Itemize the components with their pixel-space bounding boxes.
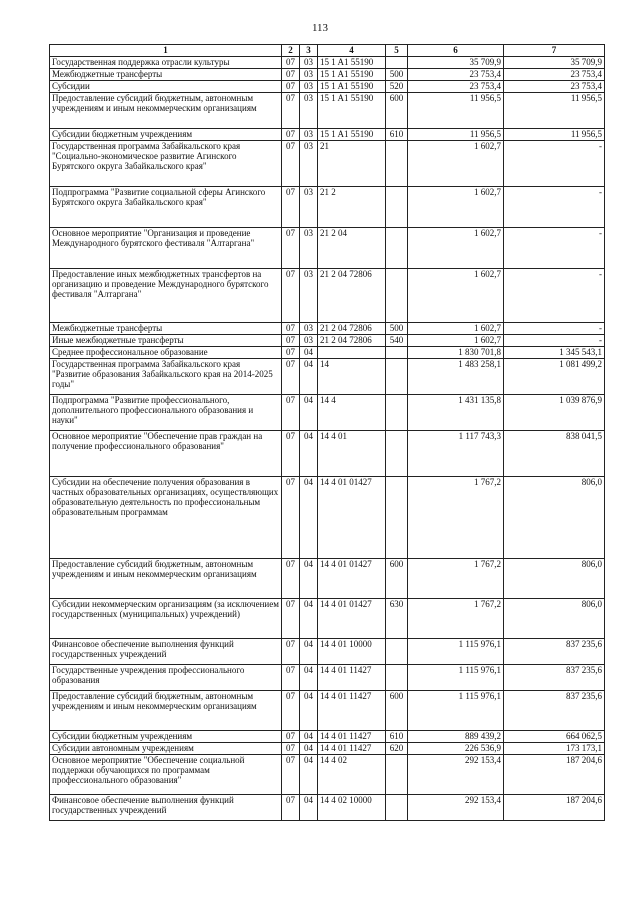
row-target-article: 21 2 04 72806 [318, 323, 386, 335]
row-expense-type [386, 795, 408, 821]
row-amount-1: 1 767,2 [408, 599, 504, 639]
row-name: Финансовое обеспечение выполнения функций государственных учреждений [50, 795, 282, 821]
row-amount-2: 664 062,5 [504, 731, 605, 743]
row-expense-type [386, 395, 408, 431]
row-name: Государственные учреждения профессионального образования [50, 665, 282, 691]
row-target-article: 14 4 01 [318, 431, 386, 477]
row-section: 07 [282, 347, 300, 359]
row-name: Иные межбюджетные трансферты [50, 335, 282, 347]
row-amount-1: 292 153,4 [408, 755, 504, 795]
row-expense-type [386, 187, 408, 228]
row-subsection: 03 [300, 323, 318, 335]
row-amount-1: 1 602,7 [408, 323, 504, 335]
table-row [50, 599, 605, 639]
row-name: Межбюджетные трансферты [50, 323, 282, 335]
row-target-article: 21 2 04 72806 [318, 269, 386, 323]
row-target-article: 21 2 [318, 187, 386, 228]
row-name: Субсидии бюджетным учреждениям [50, 731, 282, 743]
row-name: Финансовое обеспечение выполнения функций государственных учреждений [50, 639, 282, 665]
row-name: Среднее профессиональное образование [50, 347, 282, 359]
table-row [50, 743, 605, 755]
row-section: 07 [282, 599, 300, 639]
row-subsection: 04 [300, 559, 318, 599]
table-row [50, 347, 605, 359]
row-subsection: 03 [300, 81, 318, 93]
table-row [50, 639, 605, 665]
row-amount-1: 1 602,7 [408, 269, 504, 323]
header-col-expense-type: 5 [386, 45, 408, 57]
row-expense-type [386, 431, 408, 477]
row-subsection: 04 [300, 477, 318, 559]
row-amount-2: 806,0 [504, 477, 605, 559]
row-amount-1: 1 830 701,8 [408, 347, 504, 359]
table-row [50, 141, 605, 187]
row-section: 07 [282, 228, 300, 269]
budget-table [49, 44, 605, 821]
table-row [50, 228, 605, 269]
row-section: 07 [282, 743, 300, 755]
row-name: Предоставление субсидий бюджетным, автономным учреждениям и иным некоммерческим организациям [50, 93, 282, 129]
row-section: 07 [282, 477, 300, 559]
row-amount-2: - [504, 269, 605, 323]
row-expense-type: 600 [386, 559, 408, 599]
row-subsection: 03 [300, 57, 318, 69]
row-amount-2: 1 081 499,2 [504, 359, 605, 395]
row-expense-type [386, 141, 408, 187]
row-target-article: 15 1 A1 55190 [318, 93, 386, 129]
row-subsection: 04 [300, 795, 318, 821]
table-row [50, 335, 605, 347]
row-name: Основное мероприятие "Обеспечение прав граждан на получение профессионального образования" [50, 431, 282, 477]
row-name: Предоставление субсидий бюджетным, автономным учреждениям и иным некоммерческим организациям [50, 691, 282, 731]
row-target-article: 14 4 01 11427 [318, 731, 386, 743]
row-name: Подпрограмма "Развитие социальной сферы Агинского Бурятского округа Забайкальского края" [50, 187, 282, 228]
table-row [50, 269, 605, 323]
row-subsection: 03 [300, 141, 318, 187]
row-name: Субсидии некоммерческим организациям (за исключением государственных (муниципальных) учреждений) [50, 599, 282, 639]
row-expense-type [386, 755, 408, 795]
row-amount-2: - [504, 335, 605, 347]
row-expense-type [386, 665, 408, 691]
row-expense-type: 540 [386, 335, 408, 347]
row-amount-2: - [504, 228, 605, 269]
row-section: 07 [282, 665, 300, 691]
row-amount-2: 187 204,6 [504, 755, 605, 795]
row-section: 07 [282, 81, 300, 93]
row-target-article: 15 1 A1 55190 [318, 129, 386, 141]
row-subsection: 04 [300, 395, 318, 431]
row-expense-type: 520 [386, 81, 408, 93]
row-name: Субсидии на обеспечение получения образования в частных образовательных организациях, осуществляющих образовательную деятельность по профессиональным образовательным программам [50, 477, 282, 559]
header-col-name: 1 [50, 45, 282, 57]
header-col-amount-2: 7 [504, 45, 605, 57]
row-name: Субсидии [50, 81, 282, 93]
row-target-article: 14 4 02 [318, 755, 386, 795]
row-expense-type: 600 [386, 691, 408, 731]
row-subsection: 03 [300, 93, 318, 129]
row-section: 07 [282, 93, 300, 129]
row-subsection: 03 [300, 129, 318, 141]
row-name: Предоставление субсидий бюджетным, автономным учреждениям и иным некоммерческим организациям [50, 559, 282, 599]
table-row [50, 187, 605, 228]
row-amount-1: 35 709,9 [408, 57, 504, 69]
row-target-article: 14 4 01 01427 [318, 477, 386, 559]
row-target-article: 14 4 01 11427 [318, 691, 386, 731]
row-amount-1: 226 536,9 [408, 743, 504, 755]
row-target-article: 15 1 A1 55190 [318, 57, 386, 69]
row-expense-type: 630 [386, 599, 408, 639]
row-name: Предоставление иных межбюджетных трансфертов на организацию и проведение Международного бурятского фестиваля "Алтаргана" [50, 269, 282, 323]
row-expense-type [386, 57, 408, 69]
table-row [50, 395, 605, 431]
header-col-section: 2 [282, 45, 300, 57]
row-section: 07 [282, 359, 300, 395]
row-amount-2: 838 041,5 [504, 431, 605, 477]
row-amount-2: 806,0 [504, 559, 605, 599]
row-amount-2: 837 235,6 [504, 639, 605, 665]
header-col-subsection: 3 [300, 45, 318, 57]
row-subsection: 03 [300, 269, 318, 323]
row-amount-1: 889 439,2 [408, 731, 504, 743]
row-amount-1: 23 753,4 [408, 81, 504, 93]
row-amount-1: 11 956,5 [408, 129, 504, 141]
table-row [50, 731, 605, 743]
row-name: Основное мероприятие "Организация и проведение Международного бурятского фестиваля "Алтаргана" [50, 228, 282, 269]
row-subsection: 03 [300, 228, 318, 269]
row-section: 07 [282, 187, 300, 228]
row-amount-2: 23 753,4 [504, 81, 605, 93]
row-name: Субсидии бюджетным учреждениям [50, 129, 282, 141]
row-amount-2: 187 204,6 [504, 795, 605, 821]
row-amount-1: 1 767,2 [408, 559, 504, 599]
row-section: 07 [282, 431, 300, 477]
row-expense-type [386, 269, 408, 323]
row-amount-1: 23 753,4 [408, 69, 504, 81]
row-amount-1: 1 602,7 [408, 228, 504, 269]
row-target-article [318, 347, 386, 359]
header-col-target-article: 4 [318, 45, 386, 57]
table-row [50, 81, 605, 93]
row-section: 07 [282, 69, 300, 81]
row-expense-type [386, 477, 408, 559]
row-section: 07 [282, 731, 300, 743]
row-target-article: 21 [318, 141, 386, 187]
row-section: 07 [282, 639, 300, 665]
row-target-article: 14 4 02 10000 [318, 795, 386, 821]
table-row [50, 477, 605, 559]
row-target-article: 21 2 04 72806 [318, 335, 386, 347]
row-name: Государственная программа Забайкальского края "Развитие образования Забайкальского края на 2014-2025 годы" [50, 359, 282, 395]
table-row [50, 665, 605, 691]
row-amount-1: 292 153,4 [408, 795, 504, 821]
row-target-article: 14 [318, 359, 386, 395]
row-expense-type: 500 [386, 323, 408, 335]
row-section: 07 [282, 691, 300, 731]
row-target-article: 15 1 A1 55190 [318, 69, 386, 81]
row-amount-1: 1 602,7 [408, 335, 504, 347]
row-subsection: 04 [300, 731, 318, 743]
row-expense-type: 600 [386, 93, 408, 129]
row-amount-1: 1 767,2 [408, 477, 504, 559]
row-section: 07 [282, 795, 300, 821]
row-section: 07 [282, 141, 300, 187]
row-expense-type: 500 [386, 69, 408, 81]
row-amount-1: 1 115 976,1 [408, 665, 504, 691]
row-section: 07 [282, 755, 300, 795]
table-row [50, 431, 605, 477]
row-amount-2: - [504, 323, 605, 335]
row-amount-1: 1 117 743,3 [408, 431, 504, 477]
row-target-article: 14 4 01 11427 [318, 743, 386, 755]
table-row [50, 559, 605, 599]
row-subsection: 04 [300, 431, 318, 477]
row-amount-2: 11 956,5 [504, 93, 605, 129]
row-section: 07 [282, 559, 300, 599]
row-amount-2: 837 235,6 [504, 665, 605, 691]
row-amount-2: 11 956,5 [504, 129, 605, 141]
row-expense-type [386, 359, 408, 395]
page-number: 113 [311, 22, 329, 34]
row-subsection: 04 [300, 743, 318, 755]
row-amount-1: 1 431 135,8 [408, 395, 504, 431]
row-amount-2: 1 039 876,9 [504, 395, 605, 431]
row-name: Государственная поддержка отрасли культуры [50, 57, 282, 69]
row-subsection: 04 [300, 691, 318, 731]
row-amount-2: - [504, 141, 605, 187]
row-name: Основное мероприятие "Обеспечение социальной поддержки обучающихся по программам профессионального образования" [50, 755, 282, 795]
row-section: 07 [282, 57, 300, 69]
row-subsection: 03 [300, 187, 318, 228]
row-expense-type [386, 347, 408, 359]
row-target-article: 14 4 01 10000 [318, 639, 386, 665]
row-subsection: 04 [300, 639, 318, 665]
row-amount-2: 1 345 543,1 [504, 347, 605, 359]
table-row [50, 795, 605, 821]
row-amount-2: 23 753,4 [504, 69, 605, 81]
row-amount-1: 1 602,7 [408, 187, 504, 228]
row-section: 07 [282, 395, 300, 431]
table-row [50, 57, 605, 69]
row-section: 07 [282, 269, 300, 323]
row-target-article: 14 4 01 11427 [318, 665, 386, 691]
header-col-amount-1: 6 [408, 45, 504, 57]
row-subsection: 04 [300, 599, 318, 639]
table-row [50, 691, 605, 731]
row-subsection: 04 [300, 755, 318, 795]
row-name: Государственная программа Забайкальского края "Социально-экономическое развитие Агинского Бурятского округа Забайкальского края" [50, 141, 282, 187]
row-expense-type: 610 [386, 129, 408, 141]
row-subsection: 04 [300, 665, 318, 691]
row-target-article: 14 4 01 01427 [318, 599, 386, 639]
row-amount-1: 1 115 976,1 [408, 639, 504, 665]
row-amount-1: 1 602,7 [408, 141, 504, 187]
row-section: 07 [282, 129, 300, 141]
row-expense-type [386, 228, 408, 269]
row-expense-type: 620 [386, 743, 408, 755]
table-header-row [50, 45, 605, 57]
table-row [50, 755, 605, 795]
row-expense-type [386, 639, 408, 665]
row-subsection: 03 [300, 69, 318, 81]
row-amount-2: 173 173,1 [504, 743, 605, 755]
row-amount-2: 837 235,6 [504, 691, 605, 731]
row-subsection: 04 [300, 359, 318, 395]
row-amount-2: - [504, 187, 605, 228]
row-subsection: 04 [300, 347, 318, 359]
row-target-article: 15 1 A1 55190 [318, 81, 386, 93]
table-row [50, 323, 605, 335]
table-row [50, 129, 605, 141]
table-row [50, 93, 605, 129]
row-section: 07 [282, 335, 300, 347]
table-row [50, 359, 605, 395]
row-target-article: 14 4 [318, 395, 386, 431]
row-amount-1: 1 483 258,1 [408, 359, 504, 395]
row-target-article: 14 4 01 01427 [318, 559, 386, 599]
row-subsection: 03 [300, 335, 318, 347]
row-name: Подпрограмма "Развитие профессионального, дополнительного профессионального образования и науки" [50, 395, 282, 431]
row-name: Межбюджетные трансферты [50, 69, 282, 81]
row-amount-2: 35 709,9 [504, 57, 605, 69]
row-amount-1: 1 115 976,1 [408, 691, 504, 731]
row-amount-2: 806,0 [504, 599, 605, 639]
row-section: 07 [282, 323, 300, 335]
row-name: Субсидии автономным учреждениям [50, 743, 282, 755]
row-target-article: 21 2 04 [318, 228, 386, 269]
row-amount-1: 11 956,5 [408, 93, 504, 129]
table-row [50, 69, 605, 81]
row-expense-type: 610 [386, 731, 408, 743]
